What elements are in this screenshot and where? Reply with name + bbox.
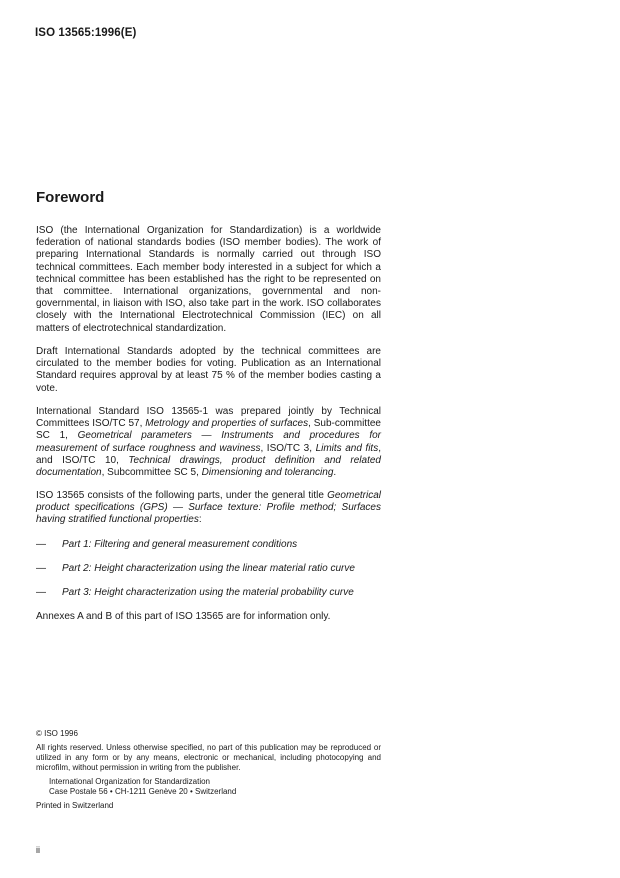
part-2-title: Part 2: Height characterization using the linear material ratio curve [62, 563, 355, 574]
document-id-header: ISO 13565:1996(E) [35, 27, 137, 39]
list-item-part-1 [36, 539, 381, 551]
paragraph-draft-standards: Draft International Standards adopted by the technical committees are circulated to the member bodies for voting. Publication as an International Standard requires approval by at least 75 % of the member bodies casting a vote. [36, 346, 381, 394]
p3-sc5-title: Dimensioning and tolerancing [201, 467, 334, 479]
page-number: ii [36, 845, 40, 855]
p3-text-k: . [333, 467, 337, 479]
p3-text-a: International Standard ISO 13565-1 was prepared jointly by Technical Committees ISO/TC 57, [36, 406, 381, 430]
p3-text-g: , and ISO/TC 10, [36, 442, 381, 466]
dash-marker: — [36, 563, 46, 574]
paragraph-parts-intro [36, 490, 381, 527]
part-1-title: Part 1: Filtering and general measurement conditions [62, 539, 298, 550]
p4-text-a: ISO 13565 consists of the following parts, under the general title [36, 490, 328, 501]
list-item-part-2 [36, 563, 381, 575]
dash-marker: — [36, 539, 46, 550]
printed-in: Printed in Switzerland [36, 801, 114, 810]
org-name: International Organization for Standardization [49, 777, 210, 786]
paragraph-prepared-by [36, 406, 381, 479]
p3-committee-57-title: Metrology and properties of surfaces [145, 418, 309, 430]
p3-sc1-title: Geometrical parameters — Instruments and procedures for measurement of surface roughness and waviness [36, 430, 381, 454]
p4-text-c: : [198, 514, 202, 526]
dash-marker: — [36, 587, 46, 598]
org-address: Case Postale 56 • CH-1211 Genève 20 • Switzerland [49, 787, 237, 796]
part-3-title: Part 3: Height characterization using the material probability curve [62, 587, 354, 598]
copyright-line: © ISO 1996 [36, 729, 78, 738]
rights-statement: All rights reserved. Unless otherwise specified, no part of this publication may be reproduced or utilized in any form or by any means, electronic or mechanical, including photocopying and microfilm, without permission in writing from the publisher. [36, 743, 381, 772]
p3-text-i: , Subcommittee SC 5, [101, 467, 202, 479]
p3-tc10-title: Technical drawings, product definition and related documentation [36, 454, 381, 479]
list-item-part-3 [36, 587, 381, 599]
section-title-foreword: Foreword [36, 189, 105, 206]
paragraph-annexes: Annexes A and B of this part of ISO 13565 are for information only. [36, 611, 331, 622]
paragraph-iso-intro: ISO (the International Organization for Standardization) is a worldwide federation of national standards bodies (ISO member bodies). The work of preparing International Standards is normally carried out through ISO technical committees. Each member body interested in a subject for which a technical committee has been established has the right to be represented on that committee. International organizations, governmental and non-governmental, in liaison with ISO, also take part in the work. ISO collaborates closely with the International Electrotechnical Commission (IEC) on all matters of electrotechnical standardization. [36, 225, 381, 334]
p4-general-title: Geometrical product specifications (GPS) — Surface texture: Profile method; Surfaces having stratified functional properties [36, 490, 381, 526]
p3-text-c: , Sub-committee SC 1, [36, 418, 381, 442]
p3-tc3-title: Limits and fits [315, 442, 379, 454]
p3-text-e: , ISO/TC 3, [260, 442, 316, 454]
